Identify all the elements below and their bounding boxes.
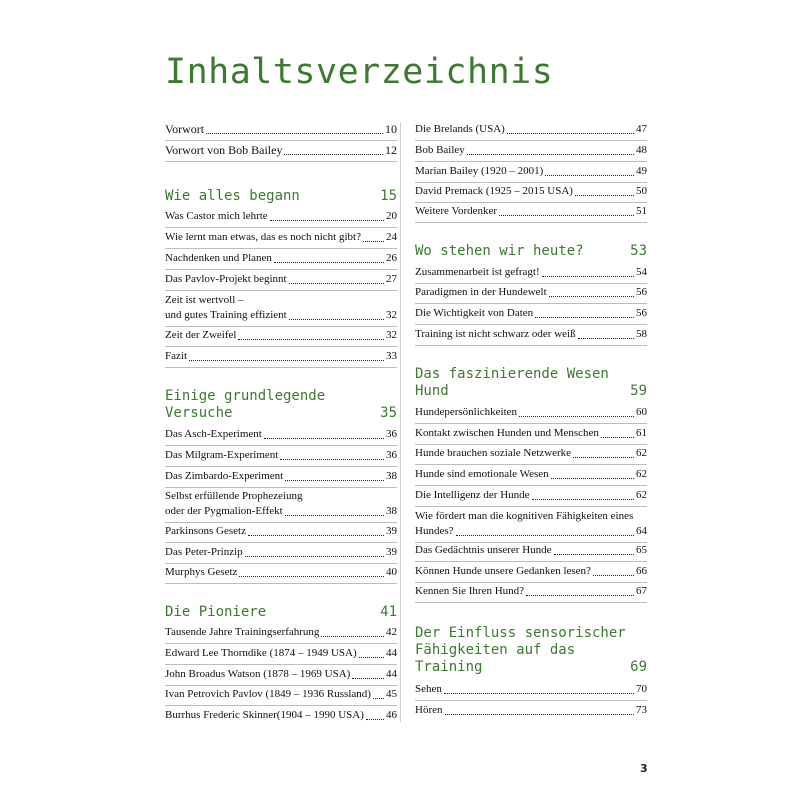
entry-page: 62: [636, 468, 647, 480]
leader-dots: [366, 719, 384, 720]
toc-entry[interactable]: [165, 143, 397, 158]
entry-page: 64: [636, 525, 647, 537]
leader-dots: [248, 535, 384, 536]
toc-entry[interactable]: [415, 306, 647, 321]
section-heading[interactable]: [415, 625, 647, 676]
leader-dots: [545, 175, 634, 176]
toc-entry[interactable]: [165, 272, 397, 287]
entry-rule: [165, 290, 397, 291]
entry-text: Murphys Gesetz: [165, 566, 238, 578]
entry-rule: [415, 700, 647, 701]
entry-text: Vorwort von Bob Bailey: [165, 143, 283, 157]
page-number: 3: [640, 762, 648, 775]
toc-entry[interactable]: [165, 293, 397, 323]
section-heading[interactable]: [165, 388, 397, 422]
leader-dots: [274, 262, 384, 263]
entry-text: Die Brelands (USA): [415, 123, 505, 135]
entry-text: Was Castor mich lehrte: [165, 210, 268, 222]
entry-rule: [415, 182, 647, 183]
toc-entry[interactable]: [415, 509, 647, 539]
toc-entry[interactable]: [415, 426, 647, 441]
leader-dots: [206, 133, 383, 134]
entry-text: Bob Bailey: [415, 144, 465, 156]
toc-entry[interactable]: [165, 209, 397, 224]
entry-rule: [415, 283, 647, 284]
entry-page: 26: [386, 252, 397, 264]
entry-page: 47: [636, 123, 647, 135]
toc-entry[interactable]: [415, 446, 647, 461]
leader-dots: [264, 438, 384, 439]
entry-page: 46: [386, 709, 397, 721]
entry-rule: [165, 705, 397, 706]
entry-rule: [415, 303, 647, 304]
entry-page: 33: [386, 350, 397, 362]
toc-entry[interactable]: [415, 584, 647, 599]
entry-text: Das Peter-Prinzip: [165, 546, 243, 558]
page-title: Inhaltsverzeichnis: [165, 52, 554, 92]
toc-entry[interactable]: [415, 327, 647, 342]
entry-text: Das Pavlov-Projekt beginnt: [165, 273, 287, 285]
leader-dots: [280, 459, 384, 460]
section-title-line1: Das faszinierende Wesen: [415, 366, 609, 382]
toc-entry[interactable]: [415, 543, 647, 558]
entry-page: 66: [636, 565, 647, 577]
toc-entry[interactable]: [415, 164, 647, 179]
toc-entry[interactable]: [165, 328, 397, 343]
entry-rule: [415, 444, 647, 445]
toc-entry[interactable]: [415, 143, 647, 158]
entry-rule: [165, 643, 397, 644]
entry-rule: [415, 506, 647, 507]
entry-page: 70: [636, 683, 647, 695]
entry-text: Edward Lee Thorndike (1874 – 1949 USA): [165, 647, 357, 659]
entry-page: 42: [386, 626, 397, 638]
toc-entry[interactable]: [415, 488, 647, 503]
toc-entry[interactable]: [415, 564, 647, 579]
toc-entry[interactable]: [415, 682, 647, 697]
toc-entry[interactable]: [415, 467, 647, 482]
entry-rule: [165, 140, 397, 141]
entry-text: Wie lernt man etwas, das es noch nicht gibt?: [165, 231, 361, 243]
entry-rule: [415, 324, 647, 325]
leader-dots: [554, 554, 634, 555]
entry-text-line1: Wie fördert man die kognitiven Fähigkeiten eines: [415, 510, 634, 522]
toc-entry[interactable]: [415, 405, 647, 420]
entry-page: 36: [386, 428, 397, 440]
section-title-line1: Der Einfluss sensorischer: [415, 625, 626, 641]
section-title: Training: [415, 659, 483, 675]
entry-rule: [415, 140, 647, 141]
toc-entry[interactable]: [165, 448, 397, 463]
leader-dots: [270, 220, 384, 221]
entry-page: 61: [636, 427, 647, 439]
entry-rule: [415, 423, 647, 424]
entry-page: 12: [385, 143, 397, 157]
entry-rule: [415, 464, 647, 465]
leader-dots: [575, 195, 634, 196]
leader-dots: [578, 338, 634, 339]
entry-page: 32: [386, 309, 397, 321]
entry-rule: [165, 367, 397, 368]
toc-entry[interactable]: [165, 524, 397, 539]
toc-entry[interactable]: [165, 427, 397, 442]
entry-page: 44: [386, 668, 397, 680]
toc-entry[interactable]: [415, 285, 647, 300]
entry-text: Kennen Sie Ihren Hund?: [415, 585, 525, 597]
entry-rule: [415, 222, 647, 223]
toc-entry[interactable]: [165, 625, 397, 640]
entry-text: Vorwort: [165, 122, 205, 136]
entry-rule: [165, 563, 397, 564]
leader-dots: [601, 437, 634, 438]
entry-page: 45: [386, 688, 397, 700]
entry-text: Das Asch-Experiment: [165, 428, 262, 440]
entry-text: oder der Pygmalion-Effekt: [165, 505, 283, 517]
entry-text: Ivan Petrovich Pavlov (1849 – 1936 Russland): [165, 688, 371, 700]
section-page: 69: [630, 659, 647, 675]
entry-page: 44: [386, 647, 397, 659]
leader-dots: [352, 678, 384, 679]
column-divider: [400, 122, 401, 722]
toc-entry[interactable]: [165, 687, 397, 702]
leader-dots: [519, 416, 634, 417]
entry-page: 56: [636, 307, 647, 319]
entry-rule: [165, 583, 397, 584]
entry-text: Das Milgram-Experiment: [165, 449, 279, 461]
entry-text-line1: Zeit ist wertvoll –: [165, 294, 244, 306]
section-title-line1: Einige grundlegende: [165, 388, 326, 404]
section-page: 35: [380, 405, 397, 421]
leader-dots: [373, 698, 384, 699]
entry-rule: [165, 542, 397, 543]
entry-rule: [415, 202, 647, 203]
entry-page: 51: [636, 205, 647, 217]
entry-text: Das Gedächtnis unserer Hunde: [415, 544, 552, 556]
leader-dots: [285, 515, 384, 516]
leader-dots: [289, 319, 384, 320]
entry-rule: [415, 485, 647, 486]
entry-text-line1: Selbst erfüllende Prophezeiung: [165, 490, 303, 502]
entry-text: Zusammenarbeit ist gefragt!: [415, 266, 540, 278]
toc-entry[interactable]: [415, 703, 647, 718]
toc-entry[interactable]: [415, 265, 647, 280]
entry-page: 48: [636, 144, 647, 156]
entry-page: 54: [636, 266, 647, 278]
leader-dots: [551, 478, 634, 479]
entry-rule: [165, 227, 397, 228]
toc-entry[interactable]: [165, 545, 397, 560]
entry-text: Die Intelligenz der Hunde: [415, 489, 530, 501]
section-heading[interactable]: [165, 188, 397, 205]
entry-rule: [415, 582, 647, 583]
entry-text: Burrhus Frederic Skinner(1904 – 1990 USA): [165, 709, 364, 721]
entry-page: 50: [636, 185, 647, 197]
entry-text: Sehen: [415, 683, 442, 695]
entry-rule: [415, 345, 647, 346]
entry-rule: [165, 664, 397, 665]
entry-text: David Premack (1925 – 2015 USA): [415, 185, 573, 197]
toc-entry[interactable]: [165, 251, 397, 266]
toc-entry[interactable]: [165, 230, 397, 245]
entry-text: Hören: [415, 704, 443, 716]
entry-page: 10: [385, 122, 397, 136]
entry-page: 40: [386, 566, 397, 578]
entry-text: Marian Bailey (1920 – 2001): [415, 165, 544, 177]
section-page: 41: [380, 604, 397, 620]
leader-dots: [456, 535, 635, 536]
entry-page: 56: [636, 286, 647, 298]
entry-page: 67: [636, 585, 647, 597]
toc-entry[interactable]: [165, 469, 397, 484]
entry-page: 60: [636, 406, 647, 418]
leader-dots: [535, 317, 634, 318]
leader-dots: [549, 296, 634, 297]
entry-rule: [165, 346, 397, 347]
toc-entry[interactable]: [165, 489, 397, 519]
entry-text: Training ist nicht schwarz oder weiß: [415, 328, 576, 340]
entry-page: 20: [386, 210, 397, 222]
entry-rule: [415, 161, 647, 162]
leader-dots: [285, 480, 384, 481]
section-page: 15: [380, 188, 397, 204]
entry-page: 38: [386, 470, 397, 482]
leader-dots: [542, 276, 634, 277]
entry-text: Parkinsons Gesetz: [165, 525, 246, 537]
leader-dots: [239, 576, 384, 577]
entry-text: Nachdenken und Planen: [165, 252, 272, 264]
entry-rule: [165, 248, 397, 249]
section-title: Die Pioniere: [165, 604, 267, 620]
entry-text: Hundepersönlichkeiten: [415, 406, 518, 418]
toc-entry[interactable]: [415, 204, 647, 219]
leader-dots: [284, 154, 383, 155]
entry-text: Hundes?: [415, 525, 454, 537]
entry-rule: [415, 602, 647, 603]
leader-dots: [593, 575, 634, 576]
leader-dots: [467, 154, 634, 155]
entry-text: Tausende Jahre Trainingserfahrung: [165, 626, 320, 638]
leader-dots: [289, 283, 384, 284]
entry-text: Die Wichtigkeit von Daten: [415, 307, 534, 319]
toc-entry[interactable]: [415, 184, 647, 199]
entry-rule: [165, 269, 397, 270]
entry-page: 27: [386, 273, 397, 285]
leader-dots: [245, 556, 384, 557]
entry-text: Hunde sind emotionale Wesen: [415, 468, 549, 480]
section-heading[interactable]: [165, 604, 397, 621]
leader-dots: [532, 499, 634, 500]
entry-page: 58: [636, 328, 647, 340]
leader-dots: [507, 133, 634, 134]
leader-dots: [189, 360, 384, 361]
entry-rule: [165, 487, 397, 488]
entry-page: 65: [636, 544, 647, 556]
section-page: 53: [630, 243, 647, 259]
section-heading[interactable]: [415, 243, 647, 260]
entry-page: 62: [636, 489, 647, 501]
toc-entry[interactable]: [165, 122, 397, 137]
entry-text: Zeit der Zweifel: [165, 329, 237, 341]
toc-entry[interactable]: [165, 708, 397, 723]
section-title: Wo stehen wir heute?: [415, 243, 584, 259]
leader-dots: [363, 241, 384, 242]
toc-entry[interactable]: [165, 349, 397, 364]
toc-entry[interactable]: [165, 667, 397, 682]
entry-text: Paradigmen in der Hundewelt: [415, 286, 547, 298]
toc-entry[interactable]: [165, 646, 397, 661]
section-title: Versuche: [165, 405, 233, 421]
entry-text: Kontakt zwischen Hunden und Menschen: [415, 427, 599, 439]
section-title: Hund: [415, 383, 449, 399]
entry-page: 39: [386, 525, 397, 537]
section-title-line2: Fähigkeiten auf das: [415, 642, 576, 658]
entry-page: 24: [386, 231, 397, 243]
entry-rule: [165, 161, 397, 162]
section-title: Wie alles begann: [165, 188, 300, 204]
leader-dots: [445, 714, 635, 715]
entry-text: Das Zimbardo-Experiment: [165, 470, 284, 482]
leader-dots: [238, 339, 384, 340]
entry-page: 73: [636, 704, 647, 716]
entry-rule: [415, 561, 647, 562]
entry-rule: [165, 326, 397, 327]
section-page: 59: [630, 383, 647, 399]
entry-page: 39: [386, 546, 397, 558]
section-heading[interactable]: [415, 366, 647, 400]
entry-text: Weitere Vordenker: [415, 205, 498, 217]
leader-dots: [526, 595, 634, 596]
entry-rule: [165, 466, 397, 467]
leader-dots: [444, 693, 634, 694]
toc-entry[interactable]: [415, 122, 647, 137]
leader-dots: [499, 215, 634, 216]
entry-text: Hunde brauchen soziale Netzwerke: [415, 447, 572, 459]
entry-page: 32: [386, 329, 397, 341]
entry-page: 62: [636, 447, 647, 459]
entry-page: 38: [386, 505, 397, 517]
entry-text: John Broadus Watson (1878 – 1969 USA): [165, 668, 351, 680]
leader-dots: [359, 657, 384, 658]
toc-entry[interactable]: [165, 565, 397, 580]
entry-page: 36: [386, 449, 397, 461]
entry-text: und gutes Training effizient: [165, 309, 287, 321]
entry-rule: [165, 445, 397, 446]
leader-dots: [321, 636, 384, 637]
entry-rule: [165, 685, 397, 686]
entry-text: Können Hunde unsere Gedanken lesen?: [415, 565, 591, 577]
entry-rule: [165, 522, 397, 523]
entry-text: Fazit: [165, 350, 187, 362]
entry-page: 49: [636, 165, 647, 177]
leader-dots: [573, 457, 634, 458]
